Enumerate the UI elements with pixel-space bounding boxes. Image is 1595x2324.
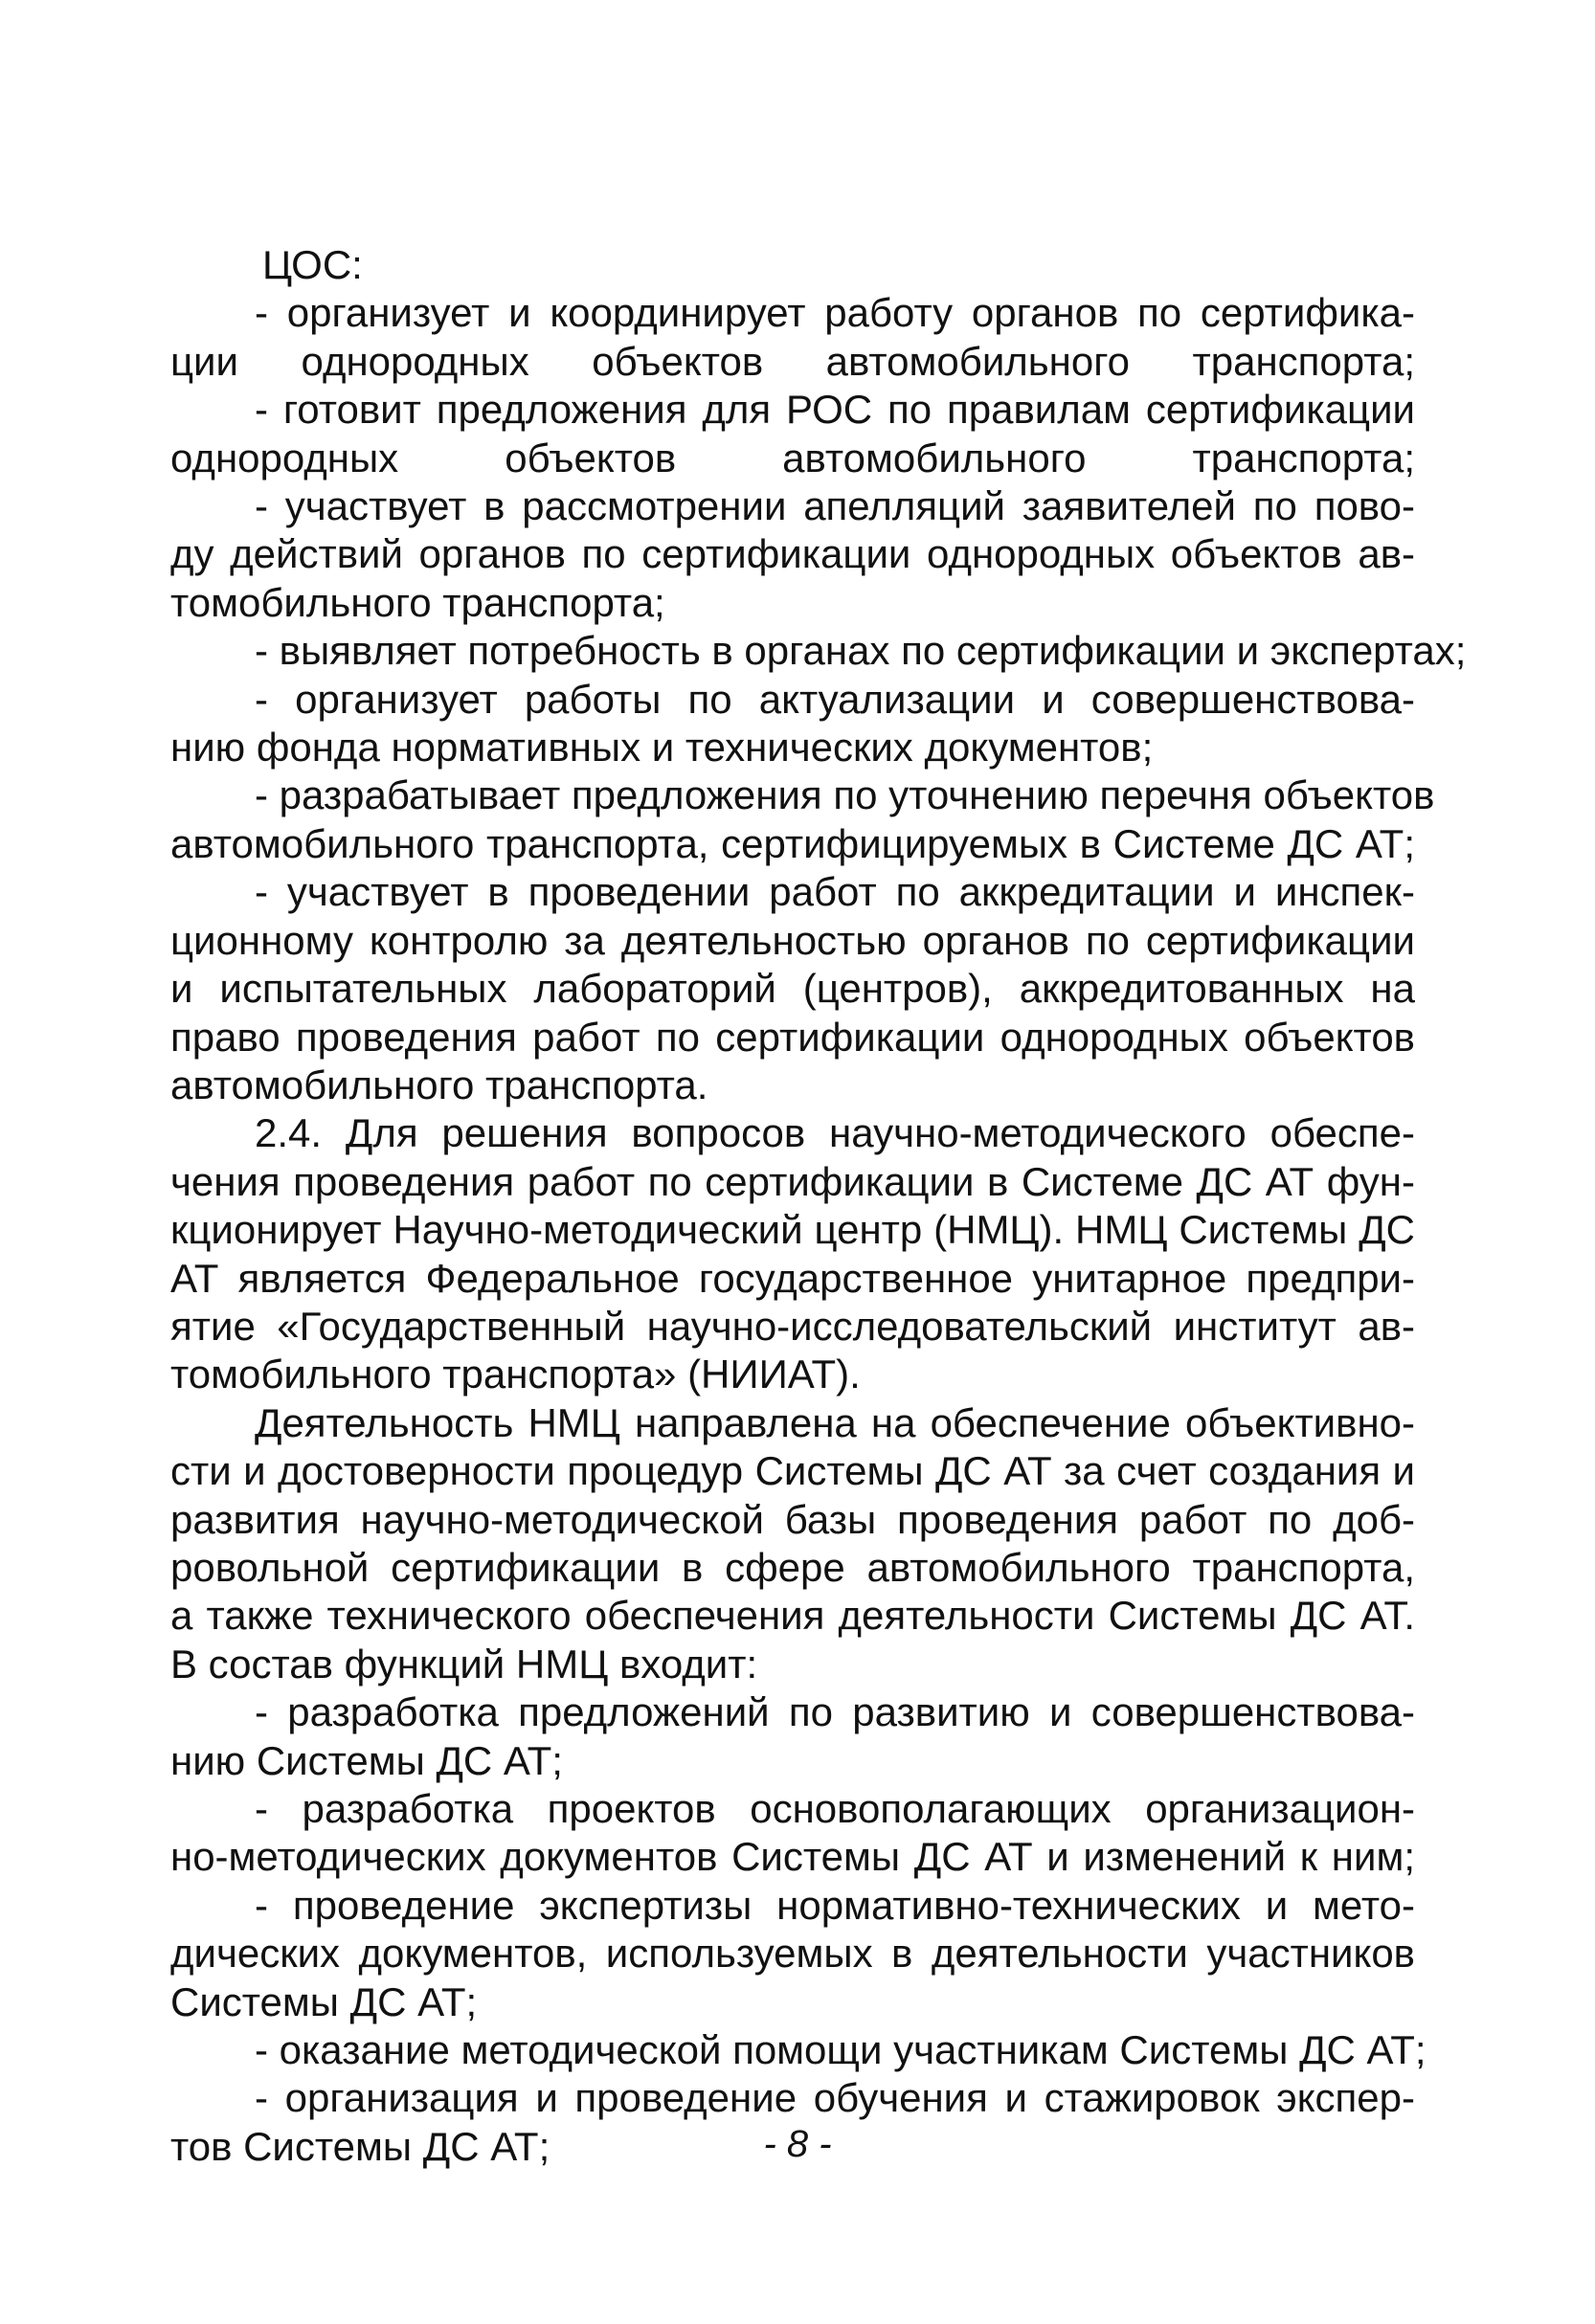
section-label: ЦОС:	[262, 242, 363, 287]
text-line: автомобильного транспорта.	[170, 1061, 708, 1107]
text-line: ровольной сертификации в сфере автомобильного транспорта,	[170, 1544, 1415, 1590]
text-line: томобильного транспорта» (НИИАТ).	[170, 1352, 861, 1397]
text-line: - организация и проведение обучения и стажировок экспер-	[255, 2075, 1415, 2121]
text-line: - участвует в рассмотрении апелляций заявителей по пово-	[255, 483, 1415, 529]
text-line: право проведения работ по сертификации однородных объектов	[170, 1014, 1415, 1060]
text-line: однородных объектов автомобильного транспорта;	[170, 435, 1415, 480]
text-line: сти и достоверности процедур Системы ДС АТ за счет создания и	[170, 1448, 1415, 1494]
text-line: дических документов, используемых в деятельности участников	[170, 1931, 1415, 1977]
text-line: - разработка предложений по развитию и совершенствова-	[255, 1689, 1415, 1735]
text-line: нию Системы ДС АТ;	[170, 1737, 563, 1783]
text-line: - участвует в проведении работ по аккредитации и инспек-	[255, 869, 1415, 915]
text-line: - разрабатывает предложения по уточнению перечня объектов	[255, 772, 1435, 818]
text-line: - оказание методической помощи участникам Системы ДС АТ;	[255, 2027, 1427, 2073]
text-line: АТ является Федеральное государственное унитарное предпри-	[170, 1255, 1415, 1301]
page-number: - 8 -	[763, 2123, 832, 2165]
text-line: ции однородных объектов автомобильного транспорта;	[170, 338, 1415, 384]
text-line: автомобильного транспорта, сертифицируемых в Системе ДС АТ;	[170, 820, 1415, 866]
text-line: - выявляет потребность в органах по сертификации и экспертах;	[255, 628, 1467, 674]
text-line: и испытательных лабораторий (центров), аккредитованных на	[170, 966, 1415, 1012]
text-line: Деятельность НМЦ направлена на обеспечение объективно-	[255, 1399, 1415, 1445]
text-line: Системы ДС АТ;	[170, 1978, 478, 2024]
text-line: тов Системы ДС АТ;	[170, 2123, 550, 2169]
text-line: ятие «Государственный научно-исследовательский институт ав-	[170, 1303, 1415, 1349]
text-line: - организует работы по актуализации и совершенствова-	[255, 676, 1415, 722]
text-line: но-методических документов Системы ДС АТ и изменений к ним;	[170, 1834, 1415, 1880]
text-line: - проведение экспертизы нормативно-технических и мето-	[255, 1882, 1415, 1928]
text-line: а также технического обеспечения деятельности Системы ДС АТ.	[170, 1593, 1415, 1639]
text-line: развития научно-методической базы проведения работ по доб-	[170, 1496, 1415, 1542]
text-line: нию фонда нормативных и технических документов;	[170, 725, 1154, 771]
text-line: ционному контролю за деятельностью органов по сертификации	[170, 917, 1415, 963]
text-line: - готовит предложения для РОС по правилам сертификации	[255, 387, 1415, 433]
text-line: В состав функций НМЦ входит:	[170, 1641, 758, 1687]
text-line: - разработка проектов основополагающих организацион-	[255, 1786, 1415, 1831]
text-line: 2.4. Для решения вопросов научно-методического обеспе-	[255, 1110, 1415, 1156]
text-line: томобильного транспорта;	[170, 579, 665, 625]
body-text	[170, 241, 1467, 2171]
text-line: чения проведения работ по сертификации в Системе ДС АТ фун-	[170, 1158, 1415, 1204]
text-line: - организует и координирует работу органов по сертифика-	[255, 290, 1415, 336]
text-line: ду действий органов по сертификации однородных объектов ав-	[170, 531, 1415, 577]
text-line: кционирует Научно-методический центр (НМЦ). НМЦ Системы ДС	[170, 1207, 1415, 1253]
